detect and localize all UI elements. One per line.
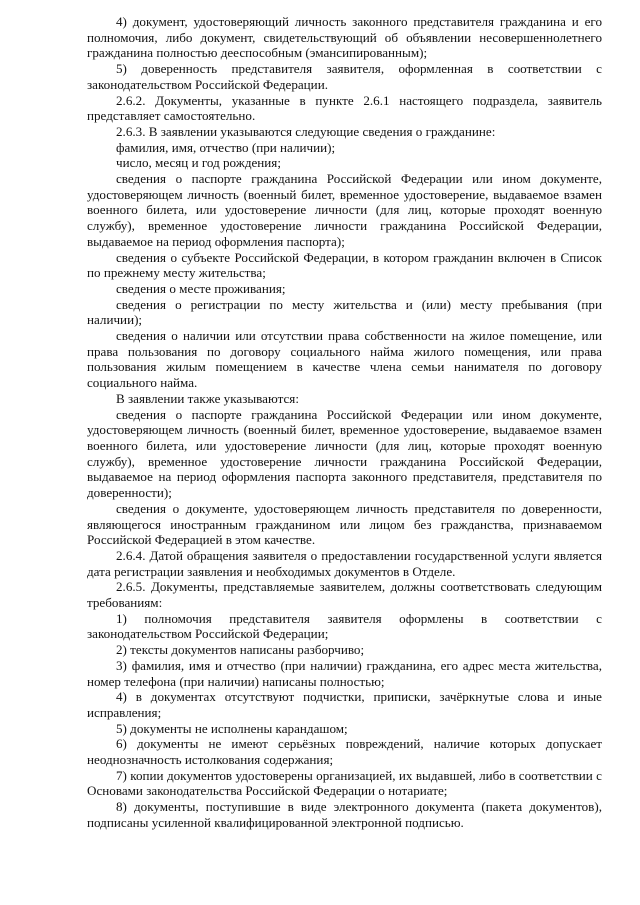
- document-page: [87, 14, 602, 831]
- requirement-1: 1) полномочия представителя заявителя оформлены в соответствии с законодательством Российской Федерации;: [87, 610, 602, 642]
- requirement-8: 8) документы, поступившие в виде электронного документа (пакета документов), подписаны усиленной квалифицированной электронной подписью.: [87, 799, 602, 830]
- paragraph-2-6-2: 2.6.2. Документы, указанные в пункте 2.6.1 настоящего подраздела, заявитель представляет самостоятельно.: [87, 92, 602, 124]
- paragraph-legal-rep-document: 4) документ, удостоверяющий личность законного представителя гражданина и его полномочия, либо документ, свидетельствующий об объявлении несовершеннолетнего гражданина полностью дееспособным (эмансипированным);: [87, 14, 602, 61]
- paragraph-2-6-5: 2.6.5. Документы, представляемые заявителем, должны соответствовать следующим требованиям:: [87, 579, 602, 611]
- paragraph-registration: сведения о регистрации по месту жительства и (или) месту пребывания (при наличии);: [87, 296, 602, 328]
- paragraph-passport-info: сведения о паспорте гражданина Российской Федерации или ином документе, удостоверяющем личность (военный билет, временное удостоверение, выдаваемое взамен военного билета, или удостоверение личности (для лиц, которые проходят военную службу), временное удостоверение личности гражданина Российской Федерации, выдаваемое на период оформления паспорта);: [87, 171, 602, 249]
- requirement-5: 5) документы не исполнены карандашом;: [116, 720, 348, 736]
- paragraph-full-name: фамилия, имя, отчество (при наличии);: [116, 139, 336, 155]
- requirement-6: 6) документы не имеют серьёзных повреждений, наличие которых допускает неоднозначность истолкования содержания;: [87, 736, 602, 768]
- paragraph-rep-passport-info: сведения о паспорте гражданина Российской Федерации или ином документе, удостоверяющем личность (военный билет, временное удостоверение, выдаваемое взамен военного билета, или удостоверение личности (для лиц, которые проходят военную службу), временное удостоверение личности гражданина Российской Федерации, выдаваемое на период оформления паспорта законного представителя, представителя по доверенности);: [87, 406, 602, 501]
- requirement-4: 4) в документах отсутствуют подчистки, приписки, зачёркнутые слова и иные исправления;: [87, 689, 602, 720]
- paragraph-also-indicated: В заявлении также указываются:: [116, 390, 299, 406]
- paragraph-property-rights: сведения о наличии или отсутствии права собственности на жилое помещение, или права пользования по договору социального найма жилого помещения, или права пользования жилым помещением в качестве члена семьи нанимателя по договору социального найма.: [87, 328, 602, 391]
- paragraph-2-6-4: 2.6.4. Датой обращения заявителя о предоставлении государственной услуги является дата регистрации заявления и необходимых документов в Отделе.: [87, 547, 602, 579]
- requirement-7: 7) копии документов удостоверены организацией, их выдавшей, либо в соответствии с Основами законодательства Российской Федерации о нотариате;: [87, 767, 602, 799]
- paragraph-2-6-3: 2.6.3. В заявлении указываются следующие сведения о гражданине:: [116, 123, 496, 139]
- requirement-3: 3) фамилия, имя и отчество (при наличии) гражданина, его адрес места жительства, номер телефона (при наличии) написаны полностью;: [87, 657, 602, 689]
- paragraph-region-info: сведения о субъекте Российской Федерации, в котором гражданин включен в Список по прежнему месту жительства;: [87, 249, 602, 281]
- paragraph-residence: сведения о месте проживания;: [116, 280, 286, 296]
- paragraph-birth-date: число, месяц и год рождения;: [116, 155, 281, 171]
- paragraph-power-of-attorney: 5) доверенность представителя заявителя, оформленная в соответствии с законодательством Российской Федерации.: [87, 61, 602, 92]
- paragraph-foreign-rep-document: сведения о документе, удостоверяющем личность представителя по доверенности, являющегося иностранным гражданином или лицом без гражданства, признаваемом Российской Федерацией в этом качестве.: [87, 500, 602, 548]
- requirement-2: 2) тексты документов написаны разборчиво;: [116, 642, 365, 658]
